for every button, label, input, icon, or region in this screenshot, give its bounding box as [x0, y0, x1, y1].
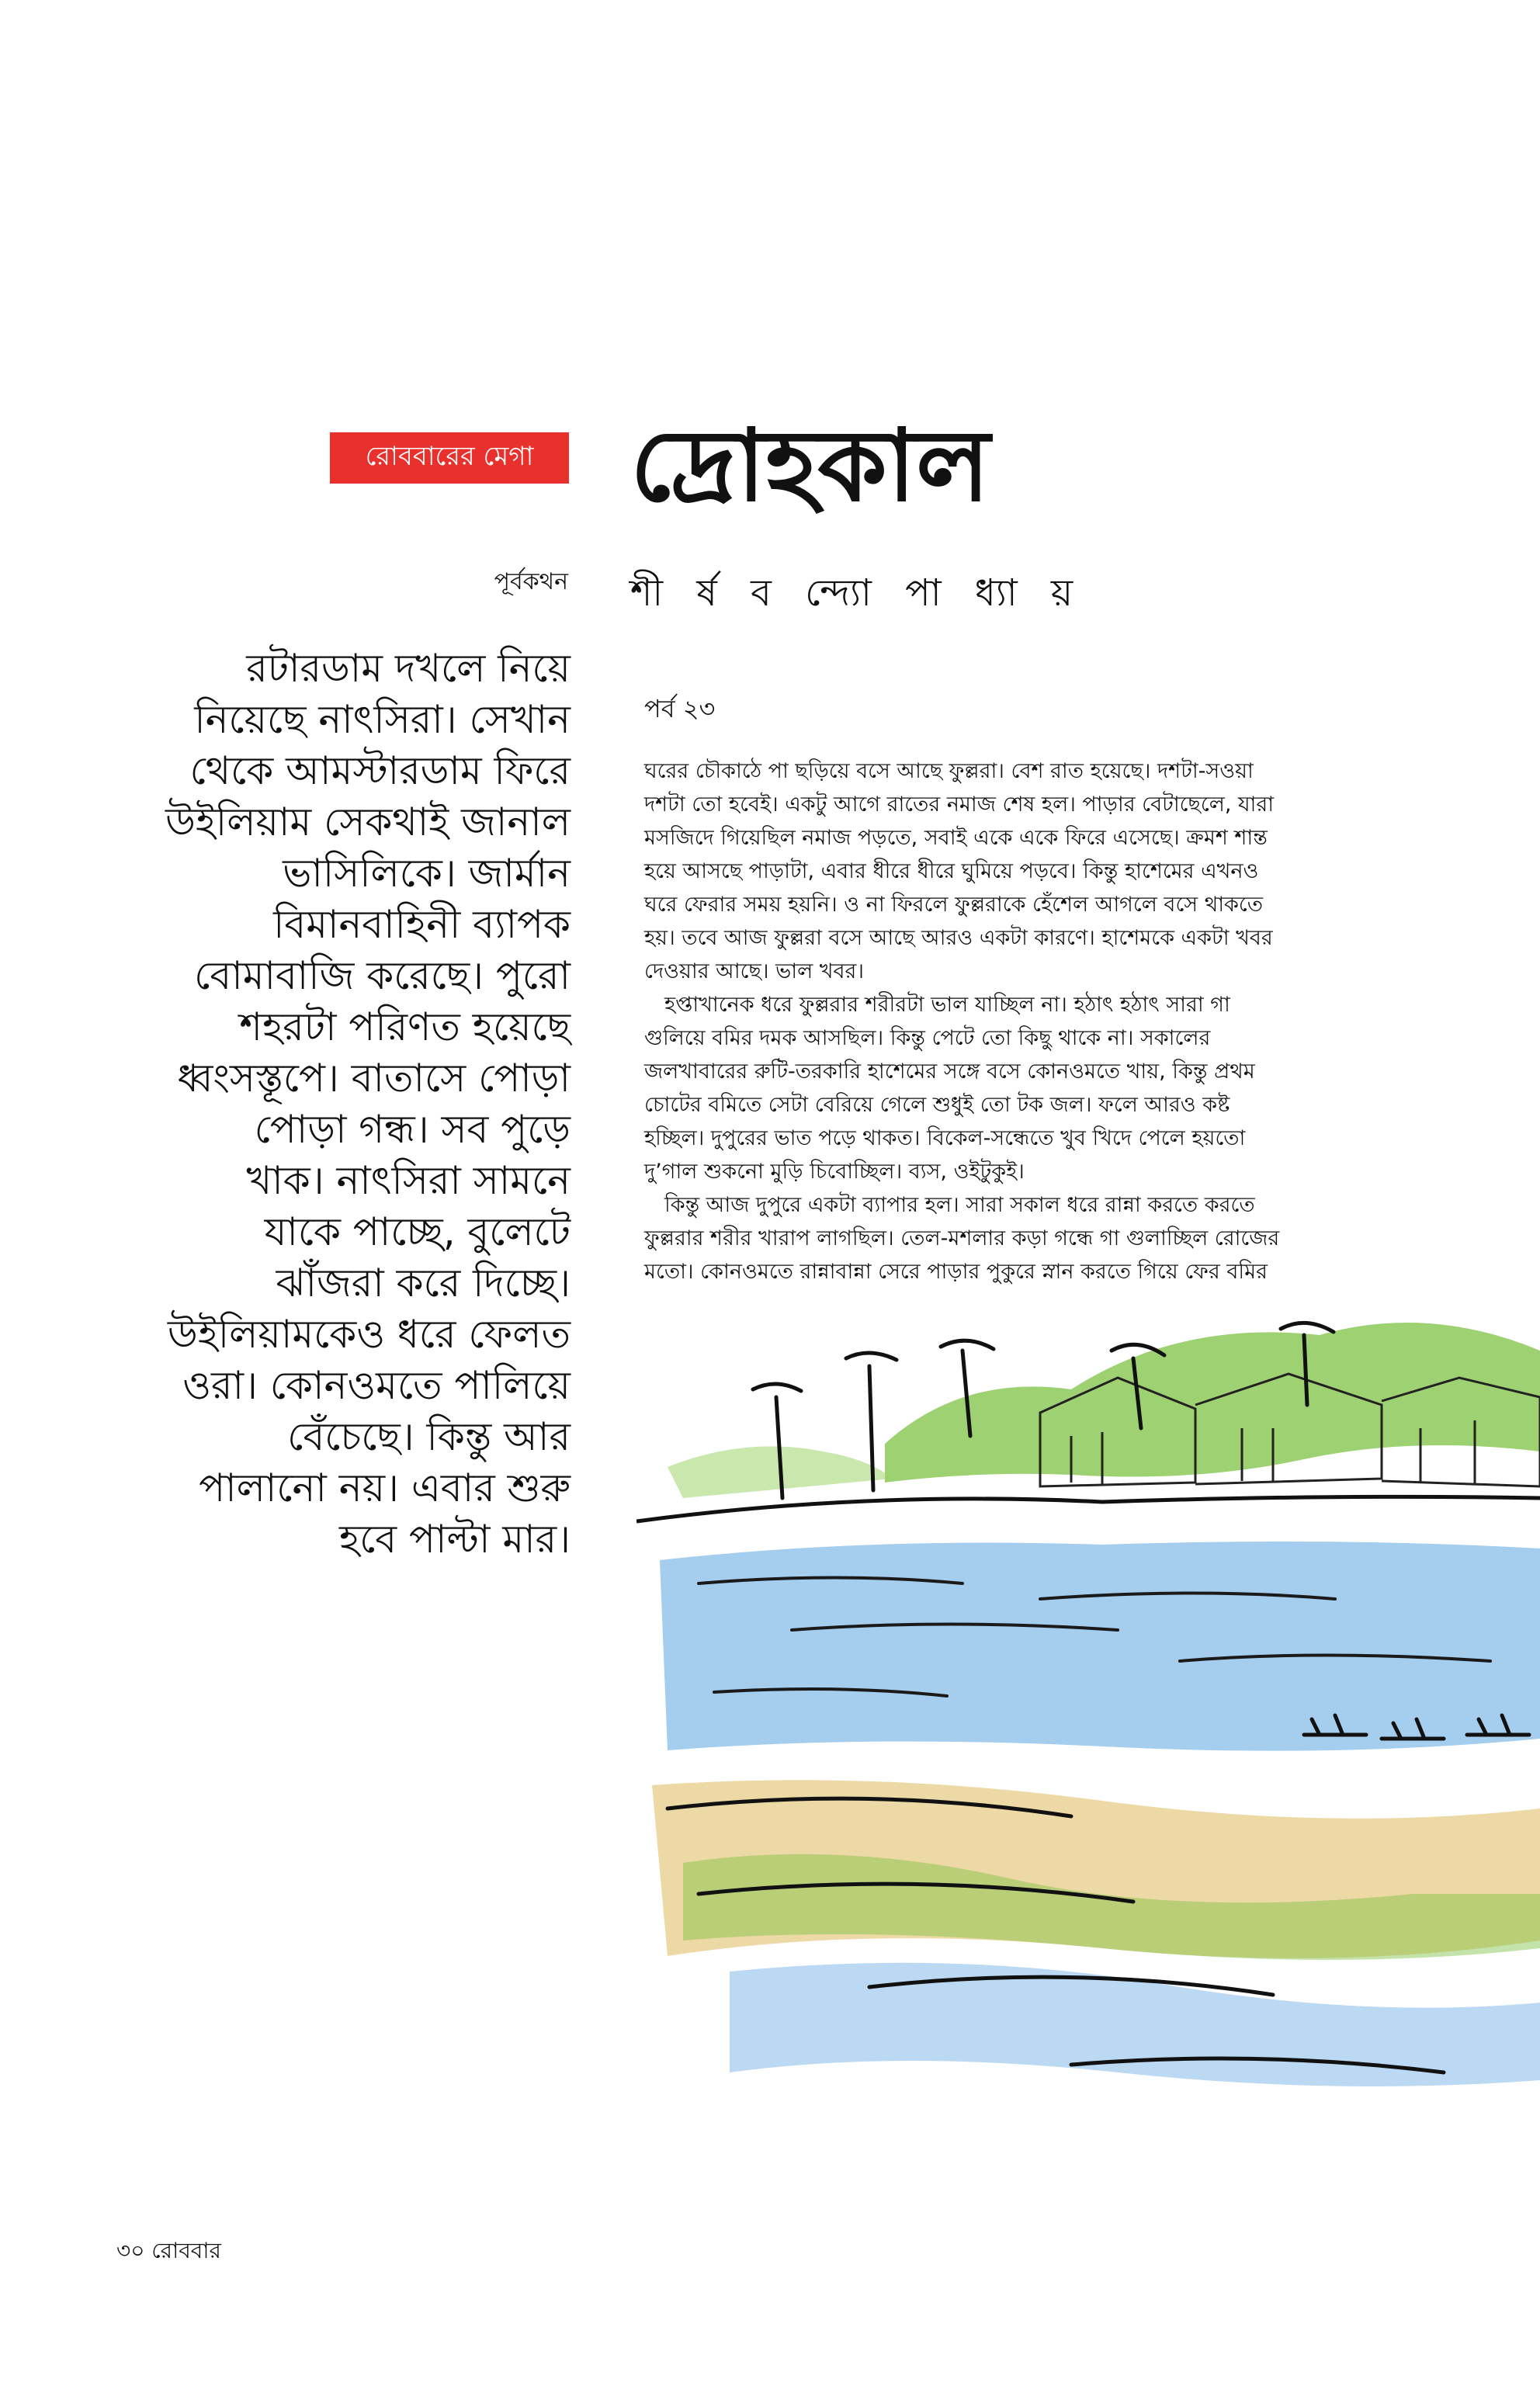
- story-line: হচ্ছিল। দুপুরের ভাত পড়ে থাকত। বিকেল-সন্ধেতে খুব খিদে পেলে হয়তো: [644, 1126, 1246, 1150]
- river-bank-line: [636, 1496, 1540, 1521]
- page-footer: ৩০ রোববার: [116, 2238, 221, 2263]
- story-line: হয়। তবে আজ ফুল্লরা বসে আছে আরও একটা কারণে। হাশেমকে একটা খবর: [644, 926, 1273, 950]
- synopsis: [116, 643, 571, 1565]
- story-line: কিন্তু আজ দুপুরে একটা ব্যাপার হল। সারা সকাল ধরে রান্না করতে করতে: [664, 1193, 1255, 1217]
- synopsis-line: উইলিয়াম সেকথাই জানাল: [165, 799, 571, 844]
- synopsis-line: ভাসিলিকে। জার্মান: [283, 851, 571, 896]
- author-name: শী র্ষ ব ন্দ্যো পা ধ্যা য়: [630, 571, 1084, 615]
- synopsis-line: থেকে আমস্টারডাম ফিরে: [189, 748, 571, 793]
- synopsis-line: বোমাবাজি করেছে। পুরো: [194, 953, 571, 998]
- story-line: চোটের বমিতে সেটা বেরিয়ে গেলে শুধুই তো টক জল। ফলে আরও কষ্ট: [644, 1093, 1230, 1117]
- episode-number: পর্ব ২৩: [644, 694, 716, 723]
- section-badge: রোববারের মেগা: [330, 432, 569, 484]
- synopsis-line: শহরটা পরিণত হয়েছে: [239, 1004, 571, 1049]
- river-village-illustration: [636, 1304, 1540, 2119]
- synopsis-line: উইলিয়ামকেও ধরে ফেলত: [167, 1312, 571, 1357]
- synopsis-line: হবে পাল্টা মার।: [338, 1517, 571, 1562]
- story-line: জলখাবারের রুটি-তরকারি হাশেমের সঙ্গে বসে কোনওমতে খায়, কিন্তু প্রথম: [644, 1060, 1255, 1084]
- story-line: হয়ে আসছে পাড়াটা, এবার ধীরে ধীরে ঘুমিয়ে পড়বে। কিন্তু হাশেমের এখনও: [644, 859, 1259, 883]
- prologue-label: পূর্বকথন: [494, 568, 568, 595]
- foliage-wash: [885, 1323, 1540, 1483]
- story-title: দ্রোহকাল: [630, 408, 990, 524]
- synopsis-line: বিমানবাহিনী ব্যাপক: [273, 902, 571, 947]
- synopsis-line: পোড়া গন্ধ। সব পুড়ে: [254, 1107, 571, 1152]
- synopsis-line: নিয়েছে নাৎসিরা। সেখান: [194, 697, 571, 742]
- story-line: দেওয়ার আছে। ভাল খবর।: [644, 959, 865, 983]
- synopsis-line: ধ্বংসস্তূপে। বাতাসে পোড়া: [177, 1056, 571, 1101]
- synopsis-line: পালানো নয়। এবার শুরু: [199, 1465, 571, 1510]
- river-water: [660, 1542, 1540, 1751]
- synopsis-line: বেঁচেছে। কিন্তু আর: [287, 1414, 571, 1459]
- story-line: ঘরের চৌকাঠে পা ছড়িয়ে বসে আছে ফুল্লরা। বেশ রাত হয়েছে। দশটা-সওয়া: [644, 759, 1254, 783]
- story-body: [644, 754, 1420, 1288]
- synopsis-line: যাকে পাচ্ছে, বুলেটে: [264, 1209, 571, 1254]
- synopsis-line: খাক। নাৎসিরা সামনে: [246, 1158, 571, 1203]
- story-line: ঘরে ফেরার সময় হয়নি। ও না ফিরলে ফুল্লরাকে হেঁশেল আগলে বসে থাকতে: [644, 893, 1264, 917]
- synopsis-line: ঝাঁজরা করে দিচ্ছে।: [276, 1261, 571, 1306]
- story-line: হপ্তাখানেক ধরে ফুল্লরার শরীরটা ভাল যাচ্ছিল না। হঠাৎ হঠাৎ সারা গা: [664, 993, 1230, 1017]
- synopsis-line: ওরা। কোনওমতে পালিয়ে: [182, 1363, 571, 1408]
- synopsis-line: রটারডাম দখলে নিয়ে: [246, 646, 571, 691]
- story-line: দু’গাল শুকনো মুড়ি চিবোচ্ছিল। ব্যস, ওইটুকুই।: [644, 1160, 1025, 1184]
- story-line: ফুল্লরার শরীর খারাপ লাগছিল। তেল-মশলার কড়া গন্ধে গা গুলাচ্ছিল রোজের: [644, 1226, 1280, 1250]
- story-line: মতো। কোনওমতে রান্নাবান্না সেরে পাড়ার পুকুরে স্নান করতে গিয়ে ফের বমির: [644, 1260, 1268, 1284]
- story-line: গুলিয়ে বমির দমক আসছিল। কিন্তু পেটে তো কিছু থাকে না। সকালের: [644, 1026, 1211, 1050]
- story-line: মসজিদে গিয়েছিল নমাজ পড়তে, সবাই একে একে ফিরে এসেছে। ক্রমশ শান্ত: [644, 826, 1268, 850]
- story-line: দশটা তো হবেই। একটু আগে রাতের নমাজ শেষ হল। পাড়ার বেটাছেলে, যারা: [644, 792, 1275, 817]
